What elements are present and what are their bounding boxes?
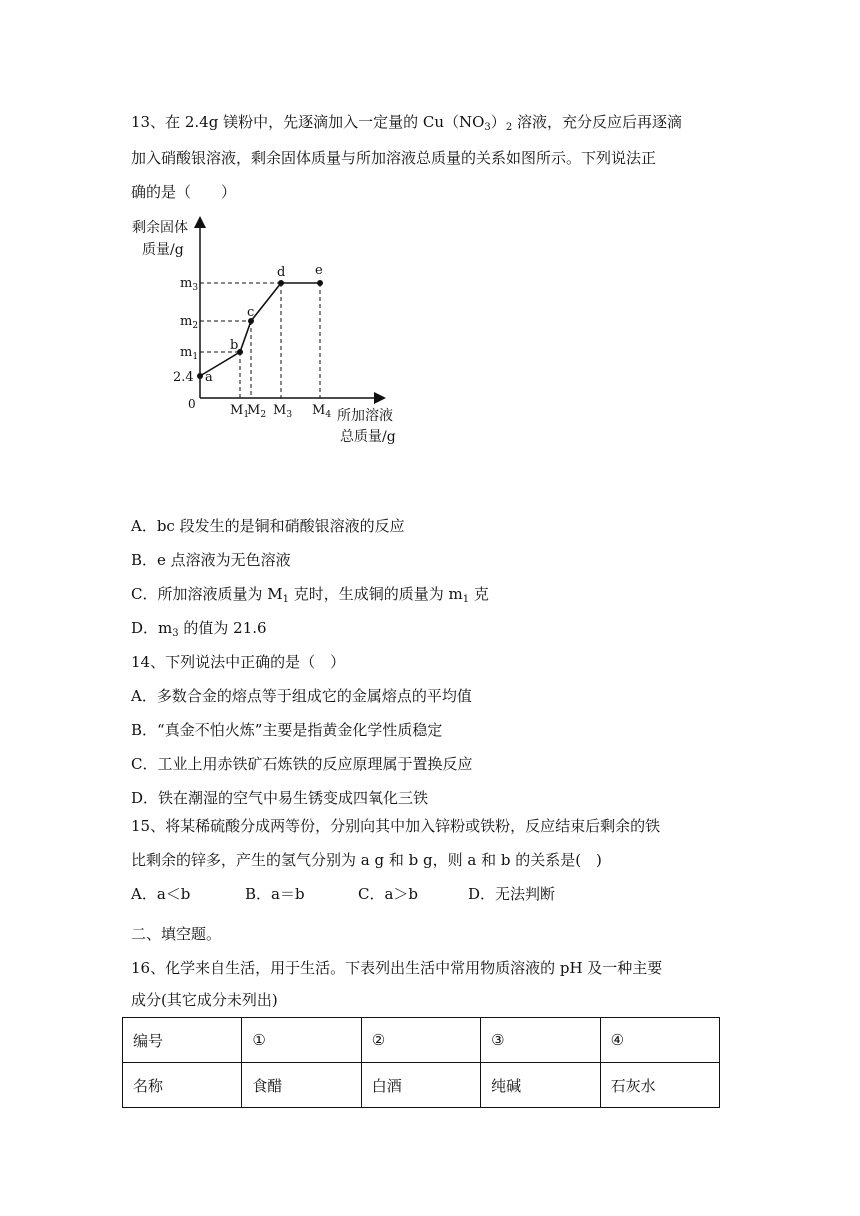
table-cell: 石灰水 xyxy=(600,1063,719,1108)
q14-option-c: C．工业上用赤铁矿石炼铁的反应原理属于置换反应 xyxy=(131,755,473,773)
table-cell: ④ xyxy=(600,1018,719,1063)
q16-stem-line1: 16、化学来自生活，用于生活。下表列出生活中常用物质溶液的 pH 及一种主要 xyxy=(131,959,663,977)
q15-stem-line1: 15、将某稀硫酸分成两等份，分别向其中加入锌粉或铁粉，反应结束后剩余的铁 xyxy=(131,817,661,835)
section-heading: 二、填空题。 xyxy=(131,925,222,943)
table-cell: ① xyxy=(242,1018,361,1063)
y-tick-m2-text: $m_2$ xyxy=(180,314,199,331)
q15-option-a: A．a＜b xyxy=(131,885,191,903)
q13-option-a: A．bc 段发生的是铜和硝酸银溶液的反应 xyxy=(131,517,405,535)
table-cell: 白酒 xyxy=(361,1063,480,1108)
q13-option-b: B．e 点溶液为无色溶液 xyxy=(131,551,291,569)
x-axis-label-line1: 所加溶液 xyxy=(337,408,393,424)
x-tick-M2: $M_2$ xyxy=(247,403,267,420)
table-cell: 名称 xyxy=(123,1063,242,1108)
table-row xyxy=(123,1063,720,1108)
table-cell: ③ xyxy=(481,1018,600,1063)
x-axis-label-line2: 总质量/g xyxy=(340,429,396,445)
q14-option-a: A．多数合金的熔点等于组成它的金属熔点的平均值 xyxy=(131,687,472,705)
point-label-a: a xyxy=(205,370,213,385)
y-tick-2.4: 2.4 xyxy=(173,370,194,385)
x-tick-M4: $M_4$ xyxy=(312,403,332,420)
q13-chart xyxy=(132,215,410,455)
q15-stem-line2: 比剩余的锌多，产生的氢气分别为 a g 和 b g，则 a 和 b 的关系是( ) xyxy=(131,851,602,869)
q14-option-d: D．铁在潮湿的空气中易生锈变成四氧化三铁 xyxy=(131,789,429,807)
q16-table xyxy=(122,1017,720,1108)
point-a xyxy=(197,373,203,379)
table-cell: 编号 xyxy=(123,1018,242,1063)
data-series-line xyxy=(200,283,320,376)
table-cell: 纯碱 xyxy=(481,1063,600,1108)
origin-label: 0 xyxy=(188,397,196,411)
q13-stem-line2: 加入硝酸银溶液，剩余固体质量与所加溶液总质量的关系如图所示。下列说法正 xyxy=(131,149,657,167)
q15-option-b: B．a＝b xyxy=(245,885,305,903)
point-label-c: c xyxy=(247,305,255,320)
point-label-b: b xyxy=(230,338,239,353)
y-axis-label-line1: 剩余固体 xyxy=(132,220,188,236)
table-row xyxy=(123,1018,720,1063)
q14-option-b: B．“真金不怕火炼”主要是指黄金化学性质稳定 xyxy=(131,721,443,739)
table-cell: 食醋 xyxy=(242,1063,361,1108)
y-tick-m1-text: $m_1$ xyxy=(180,345,199,362)
q13-option-d: D．$m_3$ 的值为 21.6 xyxy=(131,619,267,639)
y-tick-m3-text: $m_3$ xyxy=(180,276,199,293)
q15-option-c: C．a＞b xyxy=(358,885,419,903)
q13-stem-line3: 确的是（ ） xyxy=(131,183,237,201)
point-e xyxy=(317,280,323,286)
q13-stem-line1: 13、在 2.4g 镁粉中，先逐滴加入一定量的 $Cu(NO_3)_2$ 溶液，充分反应后再逐滴 xyxy=(131,113,682,133)
point-label-e: e xyxy=(315,263,323,278)
table-cell: ② xyxy=(361,1018,480,1063)
point-d xyxy=(278,280,284,286)
q15-option-d: D．无法判断 xyxy=(468,885,556,903)
point-label-d: d xyxy=(277,265,286,280)
x-tick-M1: $M_1$ xyxy=(230,403,250,420)
q16-stem-line2: 成分(其它成分未列出) xyxy=(131,991,278,1009)
q13-option-c: C．所加溶液质量为 $M_1$ 克时，生成铜的质量为 $m_1$ 克 xyxy=(131,585,489,605)
q14-stem: 14、下列说法中正确的是（ ） xyxy=(131,653,346,671)
y-axis-label-line2: 质量/g xyxy=(142,242,184,258)
x-tick-M3: $M_3$ xyxy=(273,403,293,420)
